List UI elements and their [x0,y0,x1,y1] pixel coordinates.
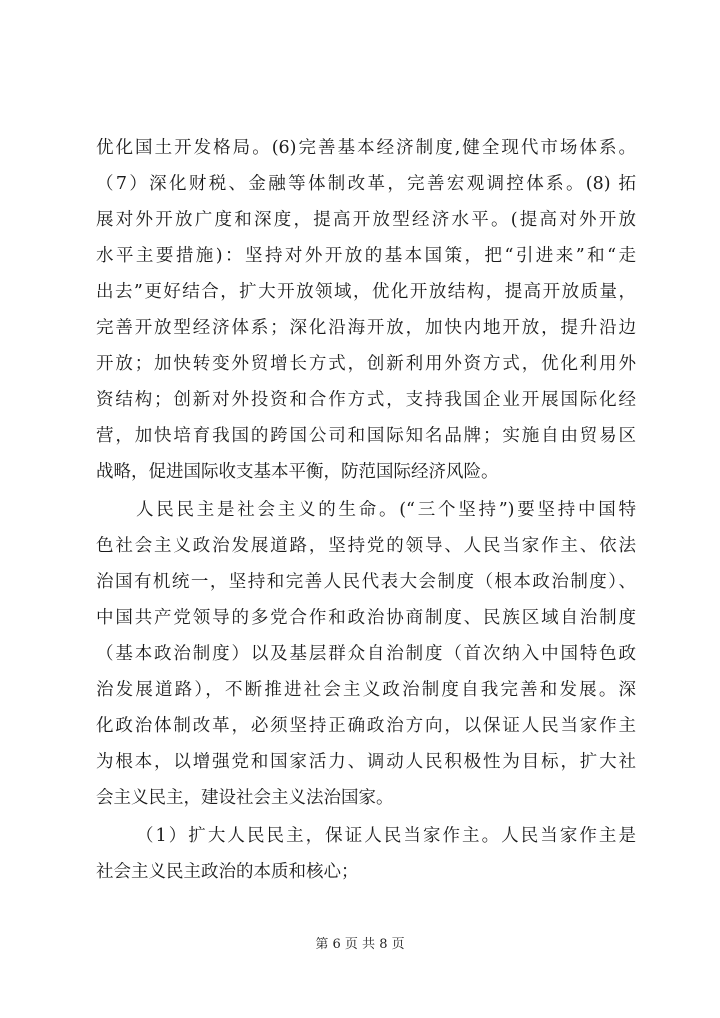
text-line: 治发展道路），不断推进社会主义政治制度自我完善和发展。深 [96,680,636,700]
text-line: （基本政治制度）以及基层群众自治制度（首次纳入中国特色政 [96,644,636,664]
text-line: （1）扩大人民民主，保证人民当家作主。人民当家作主是 [136,826,636,846]
text-line: 会主义民主，建设社会主义法治国家。 [96,788,394,808]
text-line: 战略，促进国际收支基本平衡，防范国际经济风险。 [96,462,499,482]
text-line: 完善开放型经济体系；深化沿海开放，加快内地开放，提升沿边 [96,318,636,338]
text-line: 化政治体制改革，必须坚持正确政治方向，以保证人民当家作主 [96,716,636,736]
text-line: 人民民主是社会主义的生命。(“三个坚持”)要坚持中国特 [136,500,636,520]
page-number: 第 6 页 共 8 页 [315,937,405,952]
text-line: 中国共产党领导的多党合作和政治协商制度、民族区域自治制度 [96,608,636,628]
text-line: （7）深化财税、金融等体制改革，完善宏观调控体系。(8) 拓 [96,174,636,194]
text-line: 色社会主义政治发展道路，坚持党的领导、人民当家作主、依法 [96,536,636,556]
text-line: 优化国土开发格局。(6)完善基本经济制度,健全现代市场体系。 [96,138,636,158]
text-line: 社会主义民主政治的本质和核心； [96,862,359,882]
text-line: 开放；加快转变外贸增长方式，创新利用外资方式，优化利用外 [96,354,636,374]
text-line: 水平主要措施)：坚持对外开放的基本国策，把“引进来”和“走 [96,246,636,266]
text-line: 治国有机统一，坚持和完善人民代表大会制度（根本政治制度）、 [96,572,636,592]
text-line: 出去”更好结合，扩大开放领域，优化开放结构，提高开放质量， [96,282,636,302]
text-line: 展对外开放广度和深度，提高开放型经济水平。(提高对外开放 [96,210,636,230]
text-line: 营，加快培育我国的跨国公司和国际知名品牌；实施自由贸易区 [96,426,636,446]
text-line: 为根本，以增强党和国家活力、调动人民积极性为目标，扩大社 [96,752,636,772]
text-line: 资结构；创新对外投资和合作方式，支持我国企业开展国际化经 [96,390,636,410]
